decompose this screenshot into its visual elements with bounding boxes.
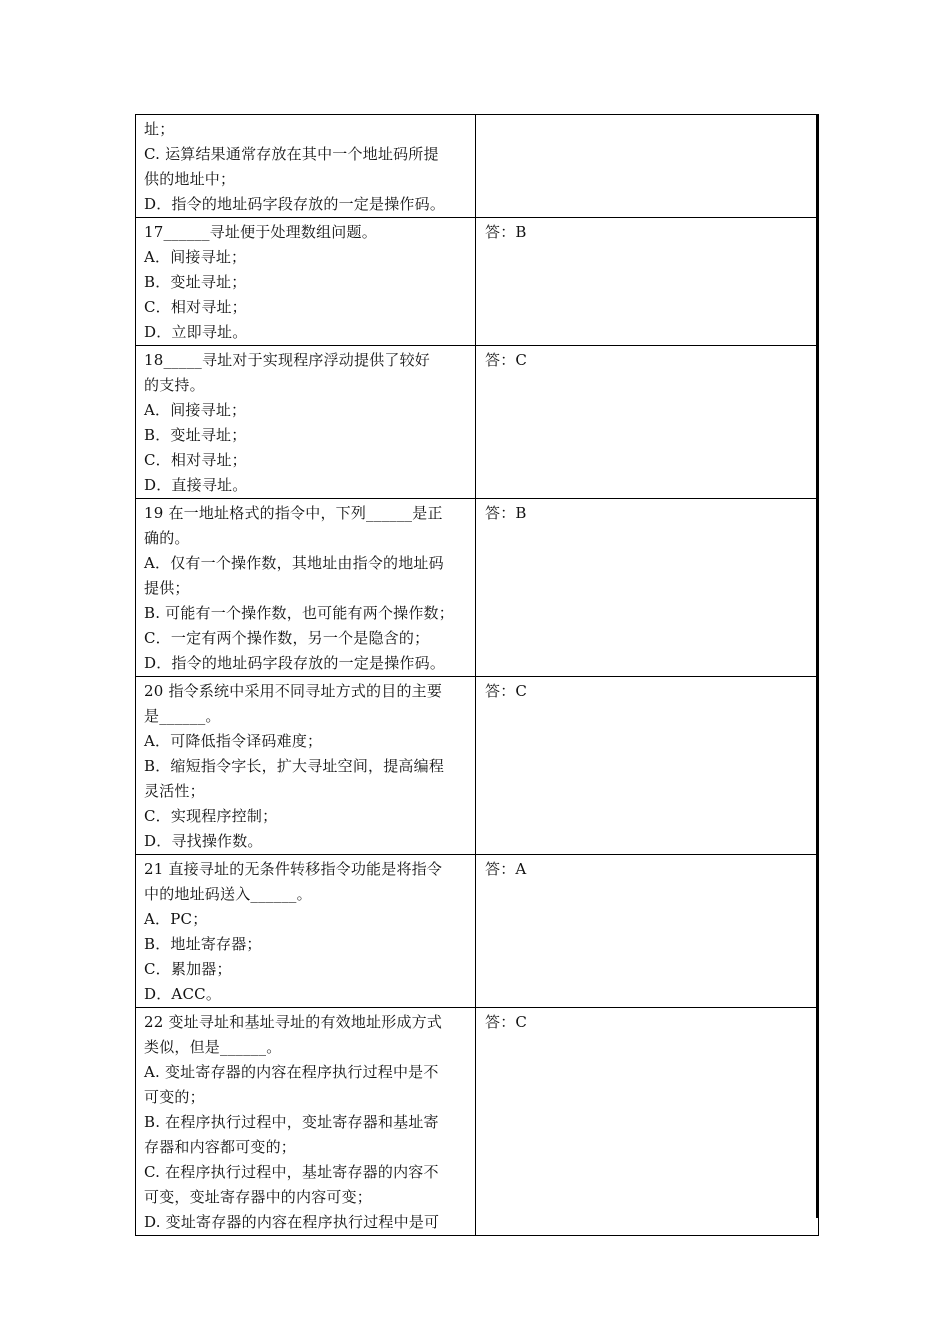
- answer-text: 答：C: [485, 1013, 528, 1031]
- question-line: D．ACC。: [144, 985, 222, 1003]
- question-cell: [136, 499, 476, 677]
- question-answer-table: [135, 114, 819, 1236]
- answer-text: 答：B: [485, 504, 527, 522]
- question-line: 18_____寻址对于实现程序浮动提供了较好: [144, 351, 430, 369]
- answer-text: 答：C: [485, 682, 528, 700]
- table-row: [136, 1008, 819, 1236]
- question-line: C．相对寻址；: [144, 451, 247, 469]
- question-line: 存器和内容都可变的；: [144, 1138, 297, 1156]
- question-line: D．寻找操作数。: [144, 832, 263, 850]
- answer-text: 答：C: [485, 351, 528, 369]
- question-line: C. 在程序执行过程中，基址寄存器的内容不: [144, 1163, 439, 1181]
- question-line: C．累加器；: [144, 960, 232, 978]
- table-row: [136, 115, 819, 218]
- question-cell: [136, 677, 476, 855]
- answer-cell: [476, 115, 819, 218]
- question-cell: [136, 346, 476, 499]
- answer-cell: [476, 499, 819, 677]
- table-row: [136, 855, 819, 1008]
- question-line: 的支持。: [144, 376, 205, 394]
- table-row: [136, 218, 819, 346]
- question-line: D．指令的地址码字段存放的一定是操作码。: [144, 195, 446, 213]
- question-line: 可变的；: [144, 1088, 205, 1106]
- question-line: 17______寻址便于处理数组问题。: [144, 223, 377, 241]
- question-line: A．间接寻址；: [144, 401, 247, 419]
- question-line: A. 变址寄存器的内容在程序执行过程中是不: [144, 1063, 439, 1081]
- question-line: 20 指令系统中采用不同寻址方式的目的主要: [144, 682, 443, 700]
- question-line: D．立即寻址。: [144, 323, 248, 341]
- question-line: 21 直接寻址的无条件转移指令功能是将指令: [144, 860, 443, 878]
- answer-text: 答：B: [485, 223, 527, 241]
- question-cell: [136, 1008, 476, 1236]
- question-line: C．一定有两个操作数，另一个是隐含的；: [144, 629, 430, 647]
- table-row: [136, 346, 819, 499]
- table-body: [136, 115, 819, 1236]
- question-line: 址；: [144, 120, 175, 138]
- answer-cell: [476, 855, 819, 1008]
- question-line: 灵活性；: [144, 782, 205, 800]
- question-line: D. 变址寄存器的内容在程序执行过程中是可: [144, 1213, 440, 1231]
- answer-cell: [476, 346, 819, 499]
- question-line: B. 可能有一个操作数，也可能有两个操作数；: [144, 604, 454, 622]
- table-row: [136, 499, 819, 677]
- question-line: B. 在程序执行过程中，变址寄存器和基址寄: [144, 1113, 439, 1131]
- question-line: A．仅有一个操作数，其地址由指令的地址码: [144, 554, 444, 572]
- question-line: A．可降低指令译码难度；: [144, 732, 323, 750]
- question-cell: [136, 855, 476, 1008]
- table-right-border: [816, 114, 818, 1218]
- question-line: 供的地址中；: [144, 170, 236, 188]
- question-line: 中的地址码送入______。: [144, 885, 312, 903]
- question-line: 19 在一地址格式的指令中，下列______是正: [144, 504, 443, 522]
- question-line: D．指令的地址码字段存放的一定是操作码。: [144, 654, 446, 672]
- question-line: B．缩短指令字长，扩大寻址空间，提高编程: [144, 757, 445, 775]
- question-cell: [136, 218, 476, 346]
- question-line: A．间接寻址；: [144, 248, 247, 266]
- question-line: 类似，但是______。: [144, 1038, 282, 1056]
- answer-cell: [476, 218, 819, 346]
- question-line: A．PC；: [144, 910, 208, 928]
- question-line: C．相对寻址；: [144, 298, 247, 316]
- question-line: 确的。: [144, 529, 190, 547]
- table-row: [136, 677, 819, 855]
- question-line: 提供；: [144, 579, 190, 597]
- answer-cell: [476, 1008, 819, 1236]
- question-line: 22 变址寻址和基址寻址的有效地址形成方式: [144, 1013, 443, 1031]
- answer-cell: [476, 677, 819, 855]
- question-line: 是______。: [144, 707, 221, 725]
- question-line: B．地址寄存器；: [144, 935, 262, 953]
- question-line: C．实现程序控制；: [144, 807, 278, 825]
- question-line: C. 运算结果通常存放在其中一个地址码所提: [144, 145, 439, 163]
- question-line: D．直接寻址。: [144, 476, 248, 494]
- question-line: B．变址寻址；: [144, 426, 247, 444]
- question-cell: [136, 115, 476, 218]
- answer-text: 答：A: [485, 860, 527, 878]
- question-line: B．变址寻址；: [144, 273, 247, 291]
- question-line: 可变，变址寄存器中的内容可变；: [144, 1188, 373, 1206]
